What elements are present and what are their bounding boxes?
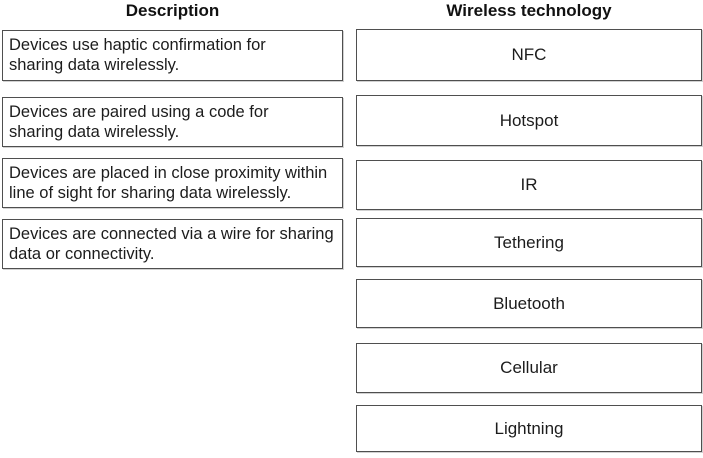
description-box-wired[interactable] [2,219,343,269]
technology-box-ir[interactable] [356,160,702,210]
technology-label: Lightning [494,418,564,438]
technology-box-cellular[interactable] [356,343,702,393]
technology-label: Hotspot [499,110,559,130]
technology-column-header: Wireless technology [446,1,612,20]
description-text-line: Devices are placed in close proximity within [9,164,328,182]
description-column-header: Description [125,1,220,20]
technology-box-hotspot[interactable] [356,95,702,146]
technology-label: IR [520,175,538,194]
description-text-line: Devices are paired using a code for [9,103,269,121]
description-box-line-of-sight[interactable] [2,158,343,208]
technology-label: Tethering [494,232,564,252]
description-text-line: sharing data wirelessly. [9,122,180,141]
technology-label: Bluetooth [493,293,565,313]
description-text-line: Devices use haptic confirmation for [9,36,266,54]
description-box-paired-code[interactable] [2,97,343,147]
description-text-line: data or connectivity. [9,244,155,263]
technology-box-nfc[interactable] [356,29,702,81]
description-text-line: line of sight for sharing data wirelessly. [9,183,292,202]
technology-box-lightning[interactable] [356,405,702,452]
description-text-line: Devices are connected via a wire for sharing [9,225,334,243]
technology-box-tethering[interactable] [356,218,702,267]
description-text-line: sharing data wirelessly. [9,55,180,74]
technology-label: Cellular [500,358,558,377]
technology-label: NFC [511,45,547,64]
technology-box-bluetooth[interactable] [356,279,702,328]
description-box-haptic[interactable] [2,30,343,81]
